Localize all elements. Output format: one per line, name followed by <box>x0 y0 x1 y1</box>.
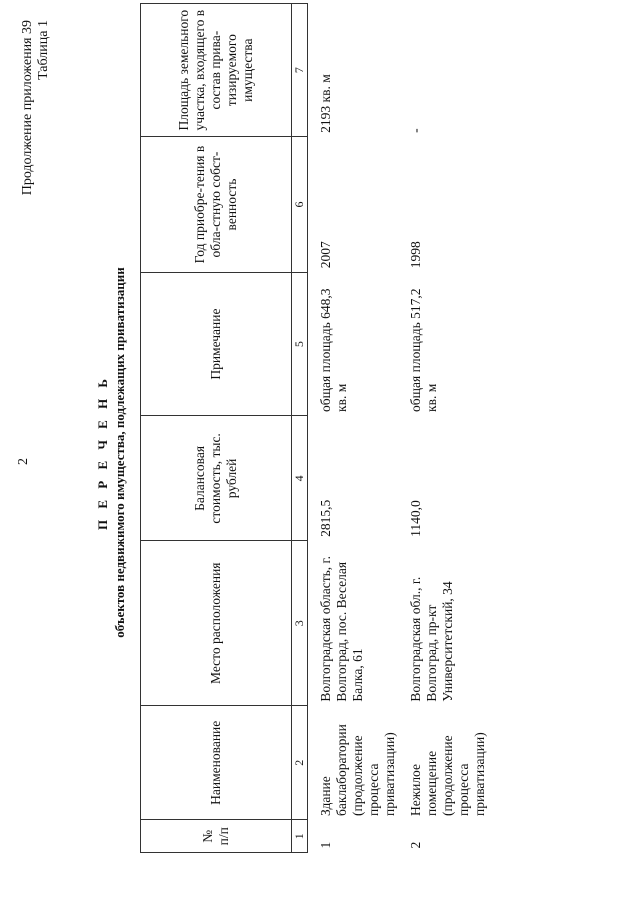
row-value: 2815,5 <box>318 499 333 537</box>
table-label: Таблица 1 <box>36 20 51 80</box>
header-note: Примечание <box>141 272 292 416</box>
row-area: 2193 кв. м <box>318 74 333 133</box>
header-num: № п/п <box>141 820 292 853</box>
row-note: общая площадь 648,3 кв. м <box>318 288 349 412</box>
row-location: Волгоградская область, г. Волгоград, пос. Веселая Балка, 61 <box>318 556 365 702</box>
header-area: Площадь земельного участка, входящего в состав прива-тизируемого имущества <box>141 4 292 137</box>
property-table <box>140 3 488 853</box>
title-heading: П Е Р Е Ч Е Н Ь <box>95 374 110 531</box>
column-number: 5 <box>292 272 308 416</box>
row-note: общая площадь 517,2 кв. м <box>408 288 439 412</box>
row-num: 1 <box>318 841 333 849</box>
row-location: Волгоградская обл., г. Волгоград, пр-кт Университетский, 34 <box>408 576 455 702</box>
row-num: 2 <box>408 841 423 849</box>
row-name: Здание баклаборатории (продолжение процесса приватизации) <box>318 724 397 816</box>
title-subheading: объектов недвижимого имущества, подлежащих приватизации <box>112 267 127 638</box>
column-number: 4 <box>292 416 308 541</box>
appendix-caption <box>20 20 52 195</box>
document-title <box>94 0 128 905</box>
table-row <box>308 4 399 853</box>
page-number: 2 <box>16 458 31 465</box>
header-value: Балансовая стоимость, тыс. рублей <box>141 416 292 541</box>
table-header-row <box>141 4 292 853</box>
row-year: 1998 <box>408 241 423 269</box>
table-row <box>398 4 488 853</box>
appendix-line: Продолжение приложения 39 <box>20 20 35 196</box>
column-number-row <box>292 4 308 853</box>
row-value: 1140,0 <box>408 500 423 537</box>
row-name: Нежилое помещение (продолжение процесса приватизации) <box>408 732 487 816</box>
header-location: Место расположения <box>141 541 292 706</box>
column-number: 7 <box>292 4 308 137</box>
header-year: Год приобре-тения в обла-стную собст-венность <box>141 137 292 272</box>
column-number: 2 <box>292 706 308 820</box>
header-name: Наименование <box>141 706 292 820</box>
row-year: 2007 <box>318 241 333 269</box>
column-number: 3 <box>292 541 308 706</box>
column-number: 1 <box>292 820 308 853</box>
column-number: 6 <box>292 137 308 272</box>
row-area: - <box>408 128 423 133</box>
